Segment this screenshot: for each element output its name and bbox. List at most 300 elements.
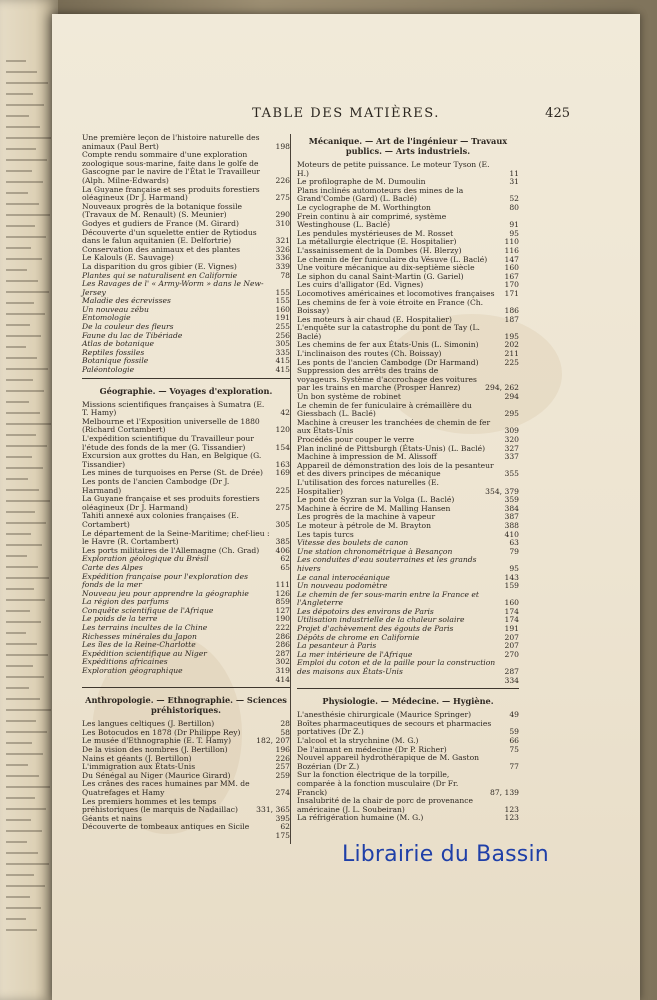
facing-page-text-line [6,533,31,535]
facing-page-text-line [6,698,40,700]
entry-page: 186 [504,306,519,316]
entry-title: Le chemin de fer sous-marin entre la France et l'Angleterre [297,589,479,608]
entry-page: 42 [280,408,290,418]
toc-entry [297,419,519,436]
entry-page: 66 [509,736,519,745]
left-column [82,134,290,841]
facing-page-text-line [6,544,42,546]
bookseller-watermark: Librairie du Bassin [342,842,549,867]
entry-title: Paléontologie [82,365,135,375]
entry-title: Les Botocudos en 1878 (Dr Philippe Rey) [82,727,241,737]
toc-entry [82,134,290,151]
facing-page-text-line [6,852,38,854]
entry-page: 160 [504,263,519,273]
entry-title: La disparition du gros gibier (E. Vignes) [82,261,237,271]
facing-page-text-line [6,335,41,337]
entry-title: Les pendules mystérieuses de M. Rosset [297,228,454,238]
facing-page-text-line [6,489,39,491]
entry-page: 155 [275,296,290,306]
entry-title: Expédition française pour l'exploration des fonds de la mer [82,571,248,590]
entry-page: 80 [509,202,519,212]
toc-entry [297,479,519,496]
entry-page: 255 [275,322,290,332]
facing-page-text-line [6,929,37,931]
entry-page: 384 [504,503,519,513]
entry-page: 406 [275,545,290,555]
facing-page-text-line [6,269,27,271]
entry-page: 167 [504,271,519,281]
entry-page: 256 [275,330,290,340]
entry-title: Découverte d'un squelette entier de Rytiodus dans le falun aquitanien (E. Delfortrie) [82,227,257,246]
entry-title: Un bon système de robinet [297,392,401,402]
facing-page-text-line [6,423,51,425]
entry-title: Suppression des arrêts des trains de voyageurs. Système d'accrochage des voitures par les trains en marche (Prosper Hanrez) [297,366,477,393]
entry-title: Excursion aux grottes du Han, en Belgique (G. Tissandier) [82,451,262,469]
entry-title: Une première leçon de l'histoire naturelle des animaux (Paul Bert) [82,133,260,151]
facing-page-text-line [6,445,47,447]
entry-title: Projet d'achèvement des égouts de Paris [297,624,454,634]
facing-page-text-line [6,291,49,293]
entry-page: 354, 379 [485,486,519,496]
toc-entry [297,462,519,479]
facing-page-text-line [6,434,36,436]
entry-page: 321 [275,236,290,246]
entry-page: 77 [509,761,519,771]
entry-page: 274 [275,787,290,797]
entry-page: 415 [275,356,290,366]
entry-page: 155 [275,287,290,297]
entry-page: 91 [509,220,519,230]
entry-title: Godyes et gudiers de France (M. Girard) [82,218,239,228]
entry-title: Les tapis turcs [297,529,354,539]
page-header [52,106,640,130]
entry-title: Le Kalouls (E. Sauvage) [82,253,174,263]
entry-title: Plans inclinés automoteurs des mines de la Grand'Combe (Gard) (L. Baclé) [297,185,464,204]
entry-page: 327 [504,443,519,453]
entry-page: 196 [275,745,290,754]
entry-title: Les progrès de la machine à vapeur [297,512,436,522]
entry-title: Conquête scientifique de l'Afrique [82,605,214,615]
entry-title: Plantes qui se naturalisent en Californie [82,270,238,280]
facing-page-text-line [6,412,40,414]
toc-entry [297,677,519,686]
entry-title: Un nouveau zébu [82,304,149,314]
facing-page-text-line [6,720,36,722]
entry-title: Frein continu à air comprimé, système Westinghouse (L. Baclé) [297,211,447,230]
facing-page-text-line [6,203,39,205]
toc-entry [82,418,290,435]
entry-title: Nouveau jeu pour apprendre la géographie [82,588,249,598]
facing-page-text-line [6,280,38,282]
entry-page: 287 [275,648,290,658]
entry-title: Compte rendu sommaire d'une exploration zoologique sous-marine, faite dans le golfe de Gascogne par le navire de l'État le Travailleur (Alph. Milne-Edwards) [82,150,260,185]
entry-page: 207 [504,641,519,651]
toc-entry [297,213,519,230]
entry-page: 275 [275,193,290,203]
entry-title: Les terrains incultes de la Chine [82,623,208,633]
entry-page: 126 [275,588,290,598]
section-heading-geography: Géographie. — Voyages d'exploration. [99,385,273,396]
entry-page: 49 [509,710,519,720]
entry-title: L'inclinaison des routes (Ch. Boissay) [297,349,442,359]
facing-page-text-line [6,181,43,183]
facing-page-text-line [6,214,50,216]
toc-entry [297,591,519,608]
entry-page: 182, 207 [256,736,290,746]
entry-page: 222 [275,623,290,633]
entry-title: Du Sénégal au Niger (Maurice Girard) [82,770,231,780]
entry-title: La Guyane française et ses produits forestiers oléagineux (Dr J. Harmand) [82,494,260,512]
entry-title: Le chemin de fer funiculaire du Vésuve (L. Baclé) [297,254,488,264]
facing-page-text-line [6,236,46,238]
entry-page: 225 [504,357,519,367]
entry-title: Carte des Alpes [82,562,143,572]
toc-entry [297,754,519,771]
entry-page: 75 [509,744,519,754]
entry-title: Les chemins de fer aux États-Unis (L. Simonin) [297,340,479,350]
entry-title: Expédition scientifique au Niger [82,648,207,658]
facing-page-text-line [6,302,34,304]
section-rule [82,687,290,688]
facing-page-text-line [6,907,41,909]
entry-page: 169 [275,468,290,478]
toc-entry [297,797,519,814]
entry-title: La Guyane française et ses produits forestiers oléagineux (Dr J. Harmand) [82,184,260,203]
facing-page-text-line [6,588,34,590]
facing-page-text-line [6,709,51,711]
entry-title: Dépôts de chrome en Californie [297,632,420,642]
entry-title: Expéditions africaines [82,657,168,667]
entry-page: 286 [275,640,290,650]
toc-entry [297,161,519,178]
facing-page-text-line [6,104,44,106]
entry-title: Melbourne et l'Exposition universelle de 1880 (Richard Cortambert) [82,416,260,435]
entry-title: La mer intérieure de l'Afrique [297,649,413,659]
facing-page-text-line [6,401,29,403]
entry-title: De l'aimant en médecine (Dr P. Richer) [297,744,447,754]
entry-title: Entomologie [82,313,131,323]
facing-page-text-line [6,742,32,744]
toc-entry [297,720,519,737]
entry-page: 336 [275,253,290,263]
entry-title: Le pont de Syzran sur la Volga (L. Baclé) [297,495,455,505]
entry-page: 58 [280,727,290,737]
toc-entry [82,203,290,220]
natural-history-list [82,134,290,375]
entry-page: 187 [504,314,519,324]
facing-page-text-line [6,643,37,645]
toc-entry [82,495,290,512]
facing-page-text-line [6,71,37,73]
facing-page-text-line [6,676,44,678]
facing-page-text-line [6,918,26,920]
entry-page: 87, 139 [490,787,519,797]
entry-title: L'immigration aux États-Unis [82,762,196,772]
entry-title: Nouvel appareil hydrothérapique de M. Gaston Bozérian (Dr Z.) [297,753,480,771]
facing-page-text-line [6,863,49,865]
entry-title: Richesses minérales du Japon [82,631,197,641]
entry-page: 309 [504,426,519,436]
entry-page: 190 [275,614,290,624]
entry-title: Les moteurs à air chaud (E. Hospitalier) [297,314,453,324]
toc-entry [297,402,519,419]
facing-page-text-line [6,115,29,117]
entry-title: Tahiti annexé aux colonies françaises (E. Cortambert) [82,511,239,529]
entry-page: 202 [504,340,519,350]
facing-page-text-line [6,456,32,458]
facing-page-text-line [6,753,43,755]
facing-page-text-line [6,610,30,612]
facing-page-text-line [6,599,45,601]
entry-page: 410 [504,529,519,539]
geography-list [82,401,290,685]
entry-page: 52 [509,194,519,204]
entry-page: 211 [504,349,519,359]
facing-page-text-line [6,632,26,634]
entry-title: Locomotives américaines et locomotives françaises [297,288,495,298]
entry-title: Les ponts de l'ancien Cambodge (Dr J. Harmand) [82,476,230,495]
entry-title: Nouveaux progrès de la botanique fossile (Travaux de M. Renault) (S. Meunier) [82,201,243,220]
entry-page: 160 [504,598,519,608]
entry-page: 270 [504,649,519,659]
entry-title: La région des parfums [82,597,169,607]
facing-page-text-line [6,368,48,370]
entry-page: 143 [504,572,519,582]
entry-page: 320 [504,435,519,444]
entry-page: 147 [504,254,519,264]
page-title: TABLE DES MATIÈRES. [252,106,440,121]
entry-title: Le siphon du canal Saint-Martin (G. Gariel) [297,271,464,281]
facing-page-text-line [6,896,30,898]
entry-title: Les Ravages de l' « Army-Worm » dans le New-Jersey [82,279,264,297]
section-heading-physiology: Physiologie. — Médecine. — Hygiène. [322,696,494,707]
facing-page-text-line [6,830,42,832]
facing-page-text-line [6,225,35,227]
entry-title: Nains et géants (J. Bertillon) [82,753,192,763]
entry-page: 295 [504,409,519,419]
facing-page-text-line [6,258,42,260]
entry-page: 123 [504,804,519,814]
entry-title: Les langues celtiques (J. Bertillon) [82,719,215,729]
entry-page: 294 [504,392,519,402]
physiology-list [297,711,519,823]
toc-entry [82,366,290,375]
entry-title: Insalubrité de la chair de porc de provenance américaine (J. L. Soubeiran) [297,796,473,814]
entry-title: Découverte de tombeaux antiques en Sicile [82,822,250,832]
facing-page-text-line [6,379,33,381]
entry-title: Botanique fossile [82,356,149,366]
entry-title: L'assainissement de la Dombes (H. Blerzy) [297,245,462,255]
facing-page-text-line [6,566,38,568]
entry-page: 388 [504,520,519,530]
facing-page-text-line [6,775,39,777]
entry-page: 154 [275,442,290,452]
toc-entry [297,814,519,823]
entry-page: 337 [504,452,519,462]
entry-page: 78 [280,270,290,280]
entry-page: 415 [275,365,290,375]
facing-page-text-line [6,511,35,513]
entry-title: L'expédition scientifique du Travailleur pour l'étude des fonds de la mer (G. Tissandier) [82,434,254,452]
entry-title: Une voiture mécanique au dix-septième siècle [297,263,475,273]
entry-title: Procédés pour couper le verre [297,435,415,444]
toc-entry [82,798,290,815]
entry-title: Les crânes des races humaines par MM. de Quatrefages et Hamy [82,779,250,797]
entry-title: Les chemins de fer à voie étroite en France (Ch. Boissay) [297,297,484,316]
entry-page: 414 [275,674,290,684]
facing-page-text-line [6,313,45,315]
facing-page-text-line [6,841,27,843]
entry-page: 859 [275,597,290,607]
entry-page: 175 [275,830,290,840]
toc-entry [82,780,290,797]
toc-entry [82,186,290,203]
facing-page-text-line [6,93,33,95]
entry-page: 287 [504,667,519,677]
toc-entry [82,435,290,452]
entry-page: 159 [504,581,519,591]
entry-page: 257 [275,762,290,772]
left-page-edge [0,0,58,1000]
facing-page-text-line [6,665,33,667]
entry-page: 62 [280,554,290,564]
entry-title: Atlas de botanique [82,339,155,349]
toc-entry [297,556,519,573]
facing-page-text-line [6,500,50,502]
entry-page: 355 [504,469,519,479]
entry-page: 110 [504,237,519,247]
facing-page-text-line [6,170,32,172]
entry-title: Exploration géologique du Brésil [82,554,209,564]
entry-page: 395 [275,813,290,823]
toc-entry [82,478,290,495]
entry-title: Le profilographe de M. Dumoulin [297,177,426,187]
anthropology-list [82,720,290,840]
entry-page: 174 [504,615,519,625]
entry-title: Le poids de la terre [82,614,158,624]
toc-entry [297,187,519,204]
entry-page: 290 [275,210,290,220]
toc-entry [82,676,290,685]
entry-page: 79 [509,546,519,556]
entry-page: 95 [509,228,519,238]
entry-title: Un nouveau podomètre [297,581,388,591]
entry-title: Les mines de turquoises en Perse (St. de Drée) [82,468,263,478]
entry-title: La métallurgie électrique (E. Hospitalier) [297,237,457,247]
entry-page: 335 [275,347,290,357]
entry-page: 116 [504,245,519,255]
entry-title: L'alcool et la strychnine (M. G.) [297,736,419,745]
toc-entry [82,280,290,297]
entry-page: 198 [275,141,290,151]
facing-page-text-line [6,522,46,524]
entry-title: Les cuirs d'alligator (Ed. Vignes) [297,280,424,290]
entry-page: 226 [275,175,290,185]
entry-page: 334 [504,675,519,685]
entry-page: 387 [504,512,519,522]
entry-page: 174 [504,606,519,616]
entry-title: Géants et nains [82,813,142,823]
facing-page-text-line [6,731,47,733]
entry-page: 11 [509,168,519,178]
entry-title: L'anesthésie chirurgicale (Maurice Springer) [297,710,472,720]
toc-entry [82,667,290,676]
facing-page-text-line [6,577,49,579]
entry-title: Appareil de démonstration des lois de la pesanteur et des divers principes de mécanique [297,460,494,479]
facing-page-text-line [6,874,34,876]
entry-page: 163 [275,459,290,469]
entry-page: 331, 365 [256,805,290,815]
entry-page: 65 [280,562,290,572]
facing-page-text-line [6,357,37,359]
facing-page-text-line [6,324,30,326]
entry-title: L'utilisation des forces naturelles (E. Hospitalier) [297,477,439,496]
entry-title: Le moteur à pétrole de M. Brayton [297,520,432,530]
entry-page: 63 [509,538,519,548]
facing-page-text-line [6,467,43,469]
entry-page: 191 [504,624,519,634]
page-number: 425 [545,106,570,121]
entry-page: 294, 262 [485,383,519,393]
entry-page: 310 [275,218,290,228]
entry-title: Boîtes pharmaceutiques de secours et pharmacies portatives (Dr Z.) [297,718,492,737]
entry-page: 28 [280,719,290,729]
entry-title: Le chemin de fer funiculaire à crémaillère du Giessbach (L. Baclé) [297,400,472,419]
facing-page-text-line [6,192,28,194]
entry-title: De la couleur des fleurs [82,322,174,332]
toc-entry [82,452,290,469]
toc-entry [82,151,290,185]
facing-page-text-line [6,786,50,788]
toc-entry [82,832,290,841]
entry-title: Exploration géographique [82,666,183,676]
facing-page-text-line [6,885,45,887]
facing-page-text-line [6,137,51,139]
entry-page: 127 [275,605,290,615]
toc-entry [297,771,519,797]
entry-title: Conservation des animaux et des plantes [82,244,241,254]
entry-title: Les premiers hommes et les temps préhistoriques (le marquis de Nadaillac) [82,796,238,815]
entry-page: 305 [275,519,290,529]
toc-entry [297,299,519,316]
section-heading-anthropology: Anthropologie. — Ethnographie. — Sciences préhistoriques. [85,695,287,716]
facing-page-text-line [6,621,41,623]
entry-title: Moteurs de petite puissance. Le moteur Tyson (E. H.) [297,160,490,178]
entry-title: Une station chronométrique à Besançon [297,546,453,556]
entry-title: Les ports militaires de l'Allemagne (Ch. Grad) [82,545,260,555]
toc-entry [297,324,519,341]
entry-title: Machine à creuser les tranchées de chemin de fer aux États-Unis [297,417,491,436]
entry-title: La pesanteur à Paris [297,641,377,651]
entry-page: 123 [504,813,519,823]
entry-page: 226 [275,753,290,763]
entry-page: 171 [504,288,519,298]
entry-title: Le musée d'Ethnographie (E. T. Hamy) [82,736,232,746]
facing-page-text-line [6,555,27,557]
entry-page: 207 [504,632,519,642]
entry-title: Reptiles fossiles [82,347,145,357]
entry-title: Missions scientifiques françaises à Sumatra (E. T. Hamy) [82,399,265,418]
entry-page: 111 [275,580,290,590]
entry-title: Le cyclographe de M. Worthington [297,202,431,212]
entry-page: 225 [275,485,290,495]
toc-entry [82,512,290,529]
toc-entry [82,530,290,547]
entry-title: Les îles de la Reine-Charlotte [82,640,196,650]
toc-entry [297,367,519,393]
facing-page-text-line [6,126,40,128]
entry-title: Les conduites d'eau souterraines et les grands hivers [297,555,477,573]
